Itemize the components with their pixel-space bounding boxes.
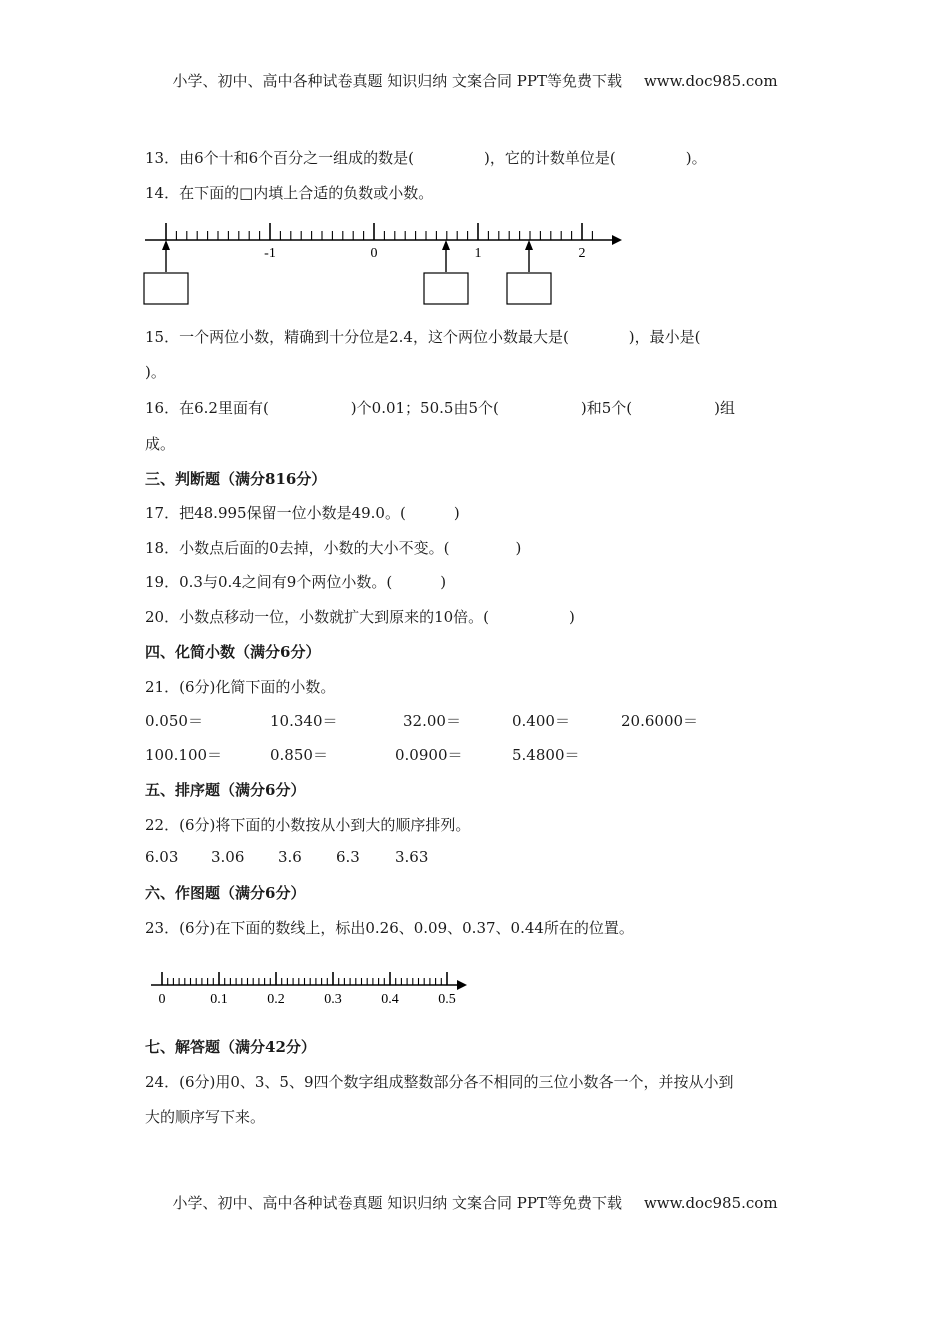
section-6-title: 六、作图题（满分6分）: [145, 884, 306, 902]
axis-arrow: [457, 980, 467, 990]
question-13: [145, 147, 707, 168]
q19-close: ): [440, 573, 447, 591]
question-24-line1: 24．(6分)用0、3、5、9四个数字组成整数部分各不相同的三位小数各一个，并按从小到: [145, 1073, 734, 1091]
q15-text-b: )，最小是(: [628, 328, 701, 346]
sort-number: 3.06: [211, 848, 245, 866]
sort-number: 3.6: [278, 848, 302, 866]
q16-text-b: )个0.01；50.5由5个(: [350, 399, 499, 417]
q20-close: ): [569, 608, 575, 626]
simplify-item[interactable]: 10.340＝: [270, 712, 338, 730]
page-footer: [0, 1192, 950, 1213]
footer-text: 小学、初中、高中各种试卷真题 知识归纳 文案合同 PPT等免费下载: [172, 1194, 622, 1212]
q17-close: ): [453, 504, 460, 522]
question-22: 22．(6分)将下面的小数按从小到大的顺序排列。: [145, 816, 471, 834]
q15-text-a: 15．一个两位小数，精确到十分位是2.4，这个两位小数最大是(: [145, 328, 569, 346]
q15-text-c: )。: [145, 363, 166, 381]
question-23: 23．(6分)在下面的数线上，标出0.26、0.09、0.37、0.44所在的位置。: [145, 919, 634, 937]
question-19: [145, 571, 446, 592]
tick-label: 0.3: [324, 992, 342, 1007]
q16-text-a: 16．在6.2里面有(: [145, 399, 269, 417]
sort-number: 6.03: [145, 848, 179, 866]
header-url[interactable]: www.doc985.com: [643, 72, 778, 90]
question-15: [145, 326, 701, 347]
simplify-item[interactable]: 20.6000＝: [621, 712, 699, 730]
page-header: [0, 70, 950, 91]
q18-text: 18．小数点后面的0去掉，小数的大小不变。(: [145, 539, 450, 557]
pointer-arrow-3: [525, 240, 533, 272]
number-line-ticks: [162, 972, 447, 985]
tick-label: 0.1: [210, 992, 228, 1007]
sort-number: 3.63: [395, 848, 429, 866]
tick-label: 1: [474, 246, 482, 261]
number-line-1: [140, 210, 630, 315]
question-16: [145, 397, 735, 418]
simplify-item[interactable]: 32.00＝: [403, 712, 461, 730]
axis-arrow: [612, 235, 622, 245]
q18-close: ): [515, 539, 522, 557]
q20-text: 20．小数点移动一位，小数就扩大到原来的10倍。(: [145, 608, 490, 626]
pointer-arrow-1: [162, 240, 170, 272]
simplify-item[interactable]: 0.0900＝: [395, 746, 463, 764]
footer-url[interactable]: www.doc985.com: [643, 1194, 778, 1212]
section-3-title: 三、判断题（满分816分）: [145, 470, 327, 488]
question-17: [145, 502, 460, 523]
number-line-2[interactable]: [145, 962, 475, 1012]
question-16-cont: [145, 433, 175, 454]
answer-box[interactable]: [507, 273, 551, 304]
q13-text-b: )，它的计数单位是(: [484, 149, 616, 167]
question-18: [145, 537, 521, 558]
q13-text-a: 13．由6个十和6个百分之一组成的数是(: [145, 149, 415, 167]
tick-label: 0.2: [267, 992, 285, 1007]
header-text: 小学、初中、高中各种试卷真题 知识归纳 文案合同 PPT等免费下载: [172, 72, 622, 90]
q13-text-c: )。: [685, 149, 707, 167]
section-4-title: 四、化简小数（满分6分）: [145, 643, 321, 661]
simplify-item[interactable]: 0.050＝: [145, 712, 203, 730]
answer-box[interactable]: [424, 273, 468, 304]
pointer-arrow-2: [442, 240, 450, 272]
question-20: [145, 606, 575, 627]
q14-text: 14．在下面的□内填上合适的负数或小数。: [145, 184, 434, 202]
section-5-title: 五、排序题（满分6分）: [145, 781, 306, 799]
q16-text-e: 成。: [145, 435, 176, 453]
tick-label: 2: [578, 246, 586, 261]
tick-label: 0: [370, 246, 378, 261]
answer-box[interactable]: [144, 273, 188, 304]
simplify-item[interactable]: 0.850＝: [270, 746, 328, 764]
sort-number: 6.3: [336, 848, 360, 866]
section-7-title: 七、解答题（满分42分）: [145, 1038, 316, 1056]
tick-label: 0.5: [438, 992, 456, 1007]
q19-text: 19．0.3与0.4之间有9个两位小数。(: [145, 573, 393, 591]
question-15-cont: [145, 361, 166, 382]
question-21: 21．(6分)化简下面的小数。: [145, 678, 336, 696]
simplify-item[interactable]: 0.400＝: [512, 712, 570, 730]
q17-text: 17．把48.995保留一位小数是49.0。(: [145, 504, 406, 522]
question-24-line2: 大的顺序写下来。: [145, 1108, 266, 1126]
tick-label: -1: [264, 246, 276, 261]
number-line-ticks: [166, 223, 592, 240]
question-14: [145, 182, 433, 203]
q16-text-c: )和5个(: [580, 399, 633, 417]
tick-label: 0: [158, 992, 166, 1007]
q16-text-d: )组: [714, 399, 735, 417]
simplify-item[interactable]: 100.100＝: [145, 746, 223, 764]
simplify-item[interactable]: 5.4800＝: [512, 746, 580, 764]
tick-label: 0.4: [381, 992, 399, 1007]
